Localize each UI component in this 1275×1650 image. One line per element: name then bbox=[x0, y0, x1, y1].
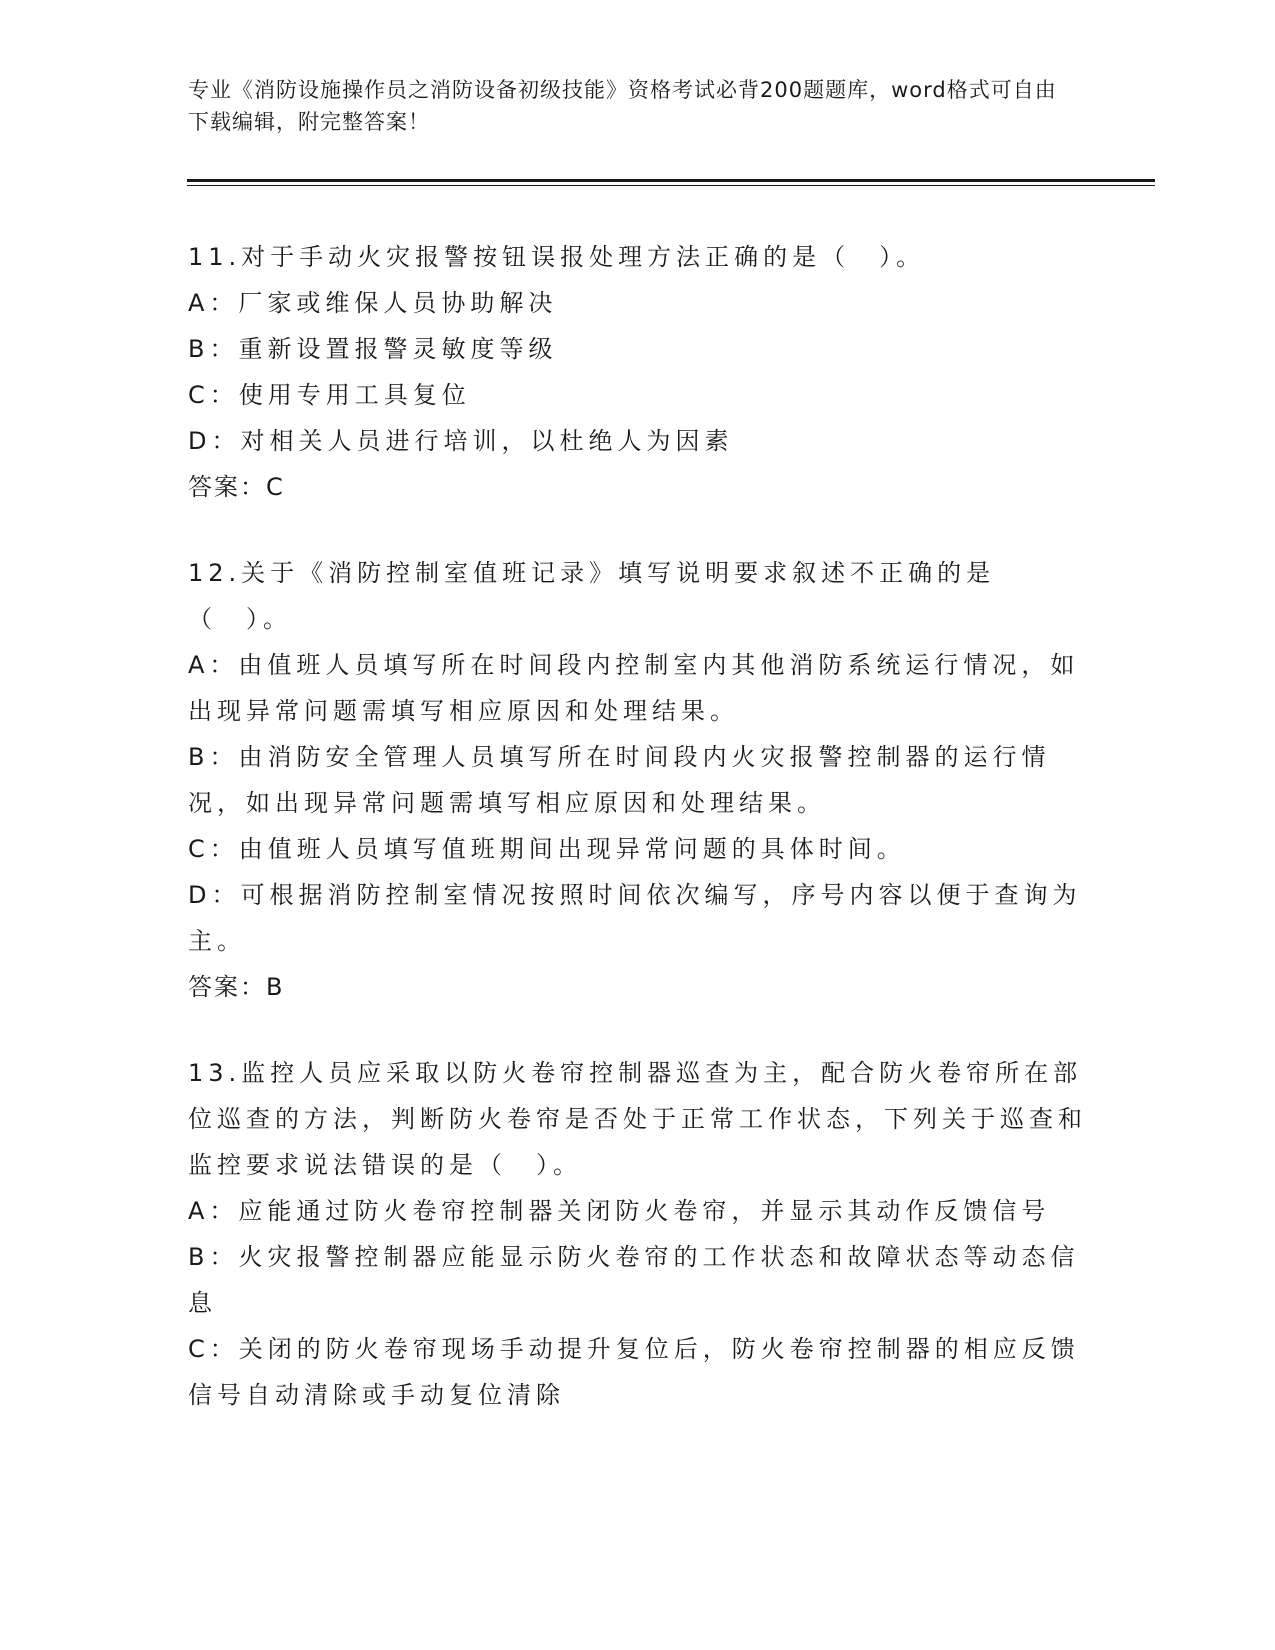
option-b: B：重新设置报警灵敏度等级 bbox=[188, 335, 558, 363]
question-12 bbox=[188, 550, 1088, 1010]
answer-line: 答案：C bbox=[188, 473, 285, 501]
document-header: 专业《消防设施操作员之消防设备初级技能》资格考试必背200题题库，word格式可自由下载编辑，附完整答案！ bbox=[188, 78, 1057, 134]
question-11 bbox=[188, 234, 1088, 510]
question-stem: 11.对于手动火灾报警按钮误报处理方法正确的是（ ）。 bbox=[188, 243, 926, 271]
option-a: A：应能通过防火卷帘控制器关闭防火卷帘，并显示其动作反馈信号 bbox=[188, 1197, 1051, 1225]
option-b: B：火灾报警控制器应能显示防火卷帘的工作状态和故障状态等动态信息 bbox=[188, 1243, 1080, 1317]
option-c: C：使用专用工具复位 bbox=[188, 381, 471, 409]
option-b: B：由消防安全管理人员填写所在时间段内火灾报警控制器的运行情况，如出现异常问题需填写相应原因和处理结果。 bbox=[188, 743, 1051, 817]
header-divider-thick bbox=[187, 179, 1155, 182]
option-c: C：关闭的防火卷帘现场手动提升复位后，防火卷帘控制器的相应反馈信号自动清除或手动复位清除 bbox=[188, 1335, 1080, 1409]
question-stem: 13.监控人员应采取以防火卷帘控制器巡查为主，配合防火卷帘所在部位巡查的方法，判断防火卷帘是否处于正常工作状态，下列关于巡查和监控要求说法错误的是（ ）。 bbox=[188, 1059, 1087, 1179]
question-13 bbox=[188, 1050, 1088, 1418]
header-divider-thin bbox=[187, 185, 1155, 186]
question-list bbox=[188, 234, 1088, 1458]
option-d: D：可根据消防控制室情况按照时间依次编写，序号内容以便于查询为主。 bbox=[188, 881, 1082, 955]
option-c: C：由值班人员填写值班期间出现异常问题的具体时间。 bbox=[188, 835, 906, 863]
question-stem: 12.关于《消防控制室值班记录》填写说明要求叙述不正确的是（ ）。 bbox=[188, 559, 996, 633]
option-d: D：对相关人员进行培训，以杜绝人为因素 bbox=[188, 427, 734, 455]
option-a: A：由值班人员填写所在时间段内控制室内其他消防系统运行情况，如出现异常问题需填写相应原因和处理结果。 bbox=[188, 651, 1080, 725]
answer-line: 答案：B bbox=[188, 973, 285, 1001]
option-a: A：厂家或维保人员协助解决 bbox=[188, 289, 558, 317]
